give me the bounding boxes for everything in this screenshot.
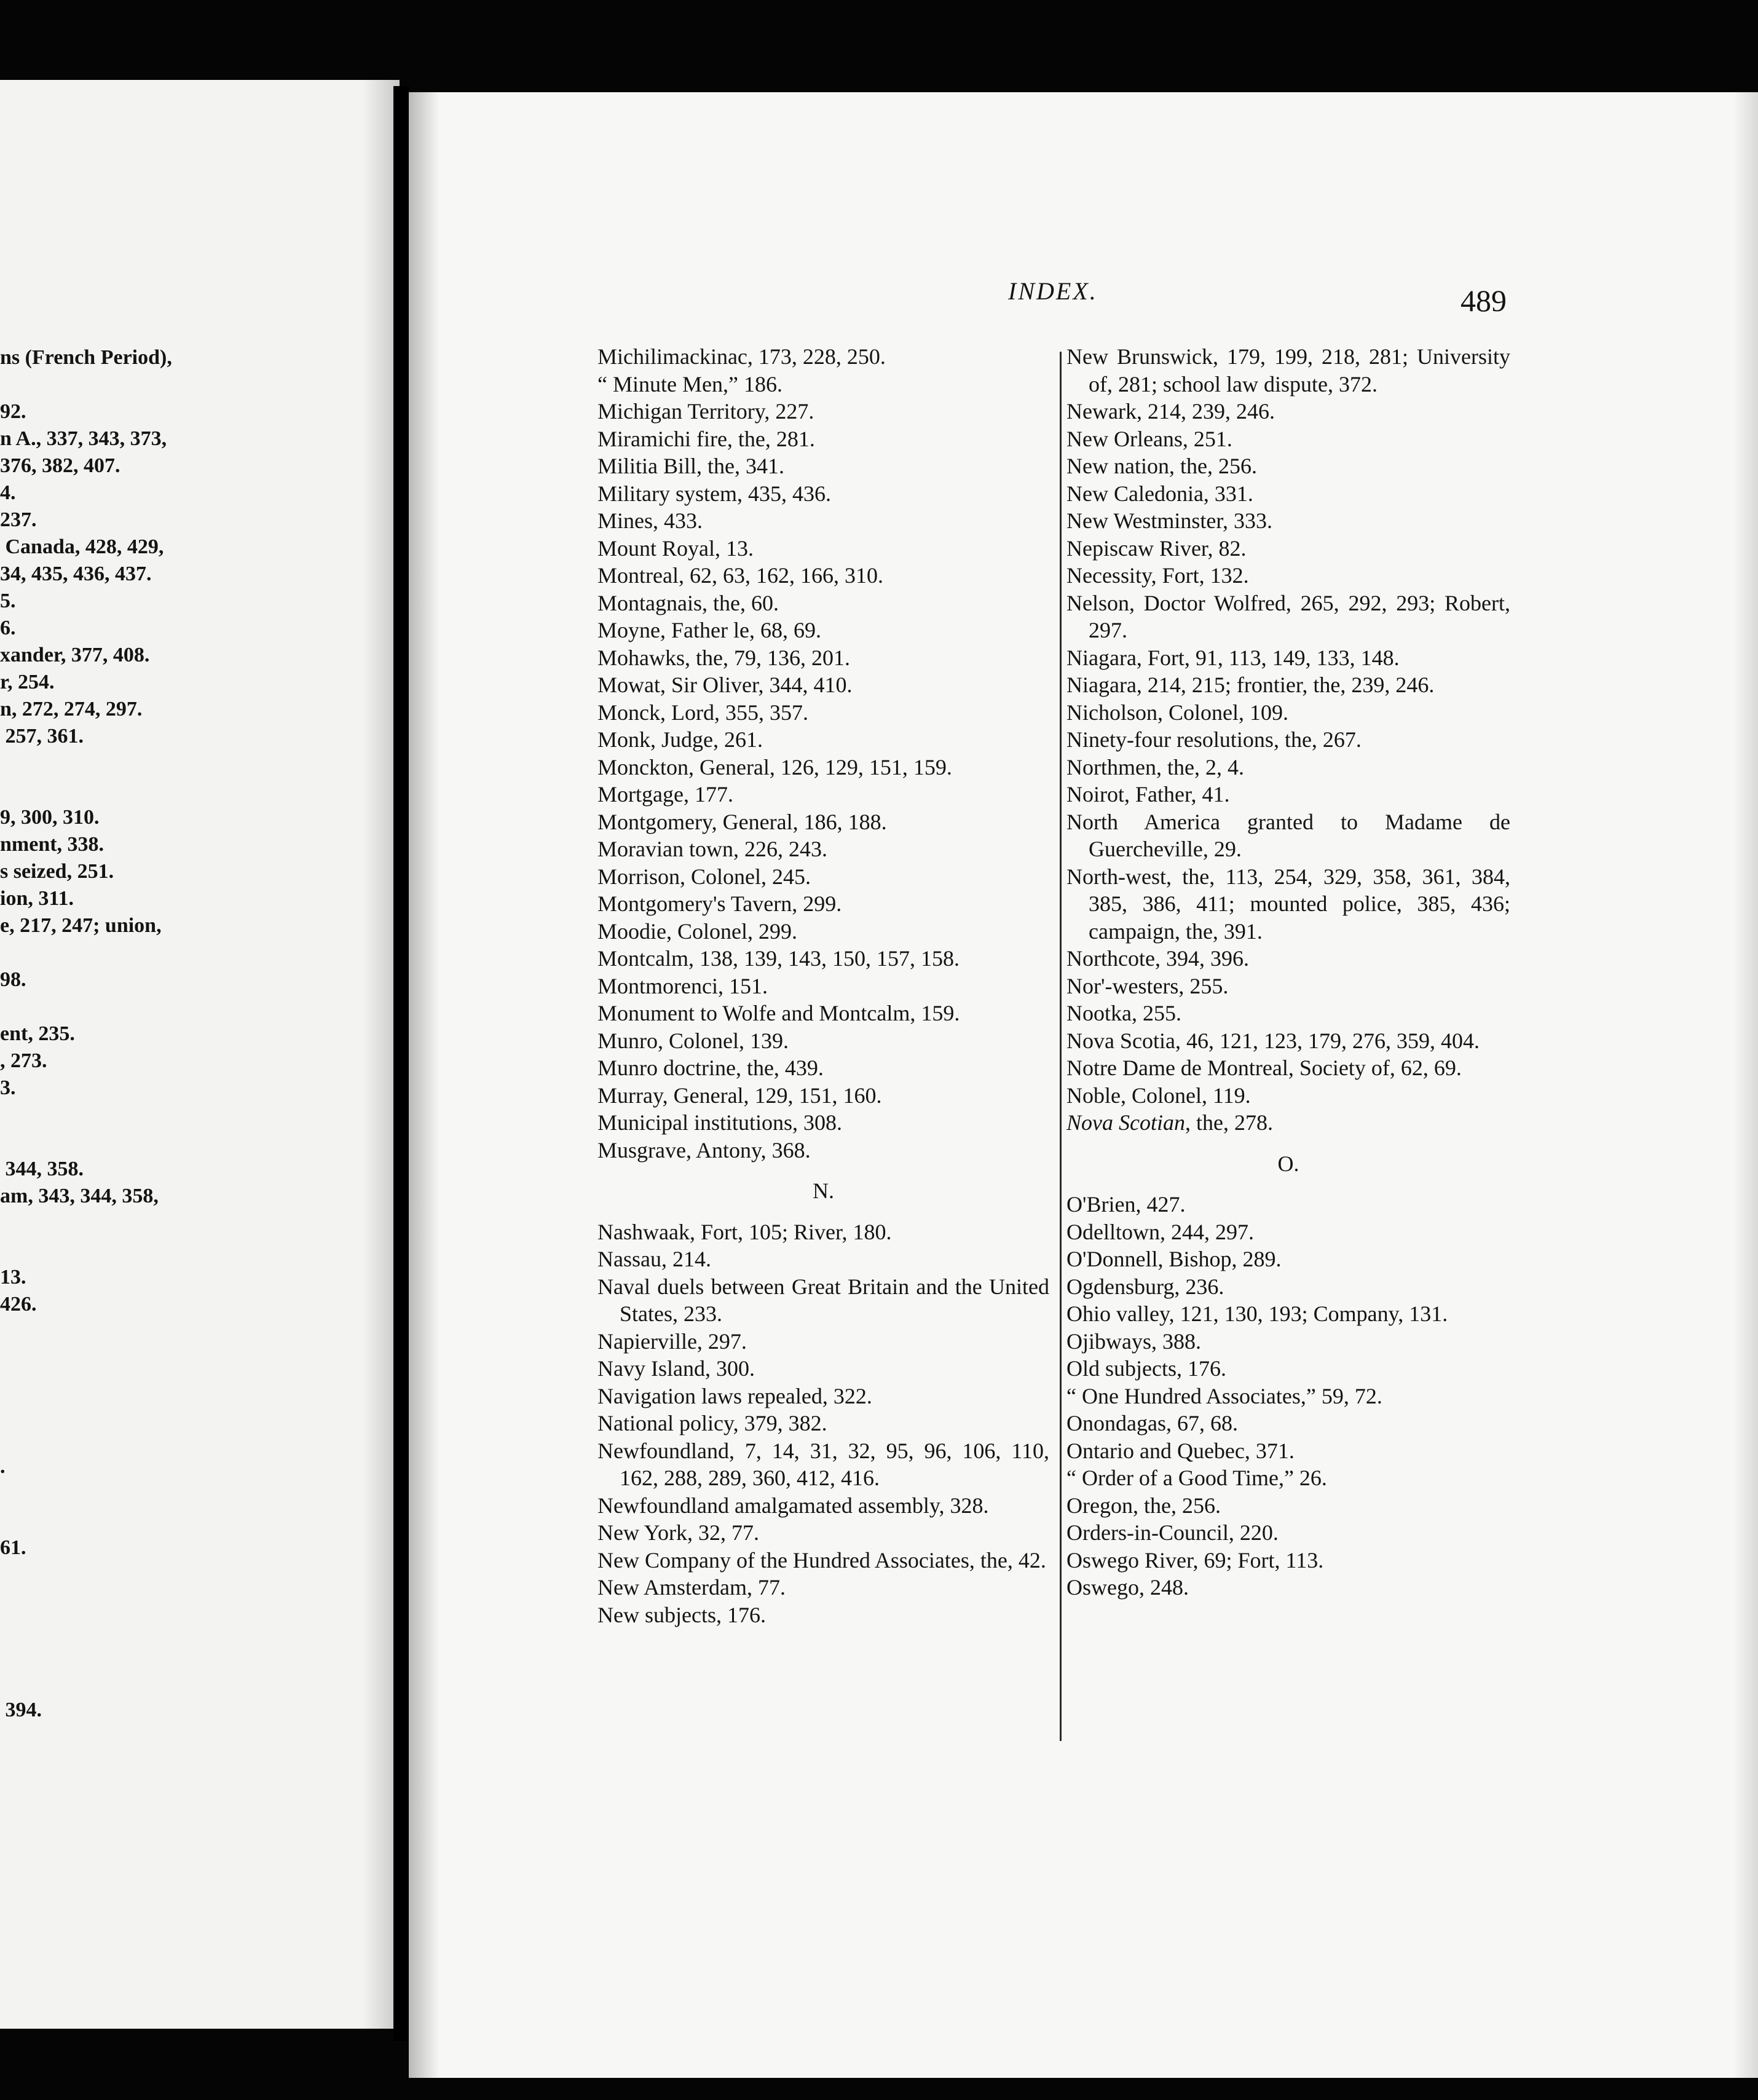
left-page-line: e, 217, 247; union, (0, 914, 162, 937)
index-entry: Michigan Territory, 227. (597, 399, 814, 424)
index-entry: Ojibways, 388. (1066, 1328, 1201, 1354)
index-entry: Niagara, 214, 215; frontier, the, 239, 246. (1066, 673, 1435, 697)
index-entry: Niagara, Fort, 91, 113, 149, 133, 148. (1066, 645, 1400, 670)
left-page-line (0, 777, 381, 804)
index-entry: Napierville, 297. (597, 1328, 747, 1354)
left-page-line (0, 1372, 381, 1399)
fore-edge-shadow (1733, 92, 1758, 2078)
left-page-line (0, 1345, 381, 1372)
index-entry: O'Donnell, Bishop, 289. (1066, 1247, 1282, 1271)
index-entry: Montgomery's Tavern, 299. (597, 891, 842, 916)
index-entry: Munro, Colonel, 139. (597, 1028, 789, 1053)
index-entry: Montgomery, General, 186, 188. (597, 809, 887, 834)
left-page-line: 61. (0, 1536, 26, 1559)
index-entry: Ninety-four resolutions, the, 267. (1066, 727, 1362, 752)
index-entry: Mortgage, 177. (597, 782, 733, 807)
left-page-line (0, 1507, 381, 1534)
left-page-line (0, 993, 381, 1020)
index-entry: Mohawks, the, 79, 136, 201. (597, 645, 850, 670)
left-page-line: 6. (0, 617, 16, 639)
index-entry: “ One Hundred Associates,” 59, 72. (1066, 1383, 1382, 1408)
index-entry: Necessity, Fort, 132. (1066, 563, 1249, 588)
left-page-line (0, 1318, 381, 1345)
left-page-line: 13. (0, 1266, 26, 1289)
left-page-line (0, 371, 381, 398)
left-page-line (0, 1237, 381, 1264)
left-page-line: , 273. (0, 1049, 47, 1072)
index-entry: Nelson, Doctor Wolfred, 265, 292, 293; Robert, 297. (1066, 590, 1510, 642)
index-entry: Nor'-westers, 255. (1066, 973, 1229, 998)
left-page-line: ion, 311. (0, 887, 74, 910)
index-entry: Northcote, 394, 396. (1066, 946, 1249, 971)
entries-n-part1 (597, 1218, 1049, 1629)
index-entry: Navy Island, 300. (597, 1356, 755, 1381)
index-column-left (597, 343, 1049, 1628)
index-entry: Municipal institutions, 308. (597, 1110, 843, 1135)
index-entry: Onondagas, 67, 68. (1066, 1411, 1238, 1435)
left-page-line: nment, 338. (0, 833, 104, 856)
index-entry: Ohio valley, 121, 130, 193; Company, 131. (1066, 1301, 1448, 1326)
left-page-line (0, 1643, 381, 1670)
left-page-line: 92. (0, 400, 26, 423)
index-entry: Montagnais, the, 60. (597, 590, 779, 615)
index-entry: Nova Scotia, 46, 121, 123, 179, 276, 359, 404. (1066, 1028, 1480, 1053)
entries-m (597, 343, 1049, 1164)
index-entry: Naval duels between Great Britain and the United States, 233. (597, 1274, 1049, 1326)
index-entry: Orders-in-Council, 220. (1066, 1520, 1279, 1545)
left-page-line: 9, 300, 310. (0, 806, 100, 829)
entries-n-part2 (1066, 343, 1510, 1109)
index-entry: Navigation laws repealed, 322. (597, 1383, 872, 1408)
index-entry: North America granted to Madame de Guercheville, 29. (1066, 809, 1510, 861)
index-entry: New Caledonia, 331. (1066, 481, 1253, 506)
index-entry: Ontario and Quebec, 371. (1066, 1438, 1295, 1463)
left-page-line: 394. (0, 1699, 42, 1721)
index-entry: Musgrave, Antony, 368. (597, 1137, 811, 1162)
index-entry: Monument to Wolfe and Montcalm, 159. (597, 1001, 960, 1025)
left-page-line (0, 1561, 381, 1589)
index-entry: New Company of the Hundred Associates, the, 42. (597, 1547, 1046, 1573)
left-page-line (0, 1426, 381, 1453)
left-page-line (0, 1102, 381, 1129)
left-page-line: n, 272, 274, 297. (0, 698, 143, 720)
left-page-line: 426. (0, 1293, 37, 1316)
left-page-line (0, 939, 381, 966)
index-entry: Morrison, Colonel, 245. (597, 864, 811, 889)
left-page-line (0, 1589, 381, 1616)
left-page-line: n A., 337, 343, 373, (0, 427, 167, 450)
left-page-line: 5. (0, 590, 16, 612)
index-entry: Old subjects, 176. (1066, 1356, 1226, 1381)
index-entry: Montreal, 62, 63, 162, 166, 310. (597, 563, 883, 588)
index-entry: “ Order of a Good Time,” 26. (1066, 1466, 1327, 1490)
page-number: 489 (1460, 283, 1507, 318)
index-entry: Nepiscaw River, 82. (1066, 535, 1247, 561)
index-entry: New York, 32, 77. (597, 1520, 760, 1545)
left-page-line: 3. (0, 1076, 16, 1099)
left-page-line: ns (French Period), (0, 346, 172, 369)
left-page-line (0, 750, 381, 777)
column-rule (1060, 352, 1062, 1741)
index-entry: Newfoundland, 7, 14, 31, 32, 95, 96, 106, 110, 162, 288, 289, 360, 412, 416. (597, 1438, 1049, 1490)
left-page-line: 257, 361. (0, 725, 84, 748)
index-entry: Oregon, the, 256. (1066, 1493, 1221, 1518)
index-entry: Oswego, 248. (1066, 1575, 1189, 1600)
index-entry: New nation, the, 256. (1066, 454, 1257, 478)
left-page-text (0, 344, 381, 1724)
index-entry: Moravian town, 226, 243. (597, 837, 827, 861)
index-entry: Moodie, Colonel, 299. (597, 918, 797, 944)
left-page-line: 4. (0, 481, 16, 504)
index-entry: Military system, 435, 436. (597, 481, 831, 506)
left-page-line: 376, 382, 407. (0, 454, 120, 477)
left-page-line: 344, 358. (0, 1158, 84, 1180)
index-entry: Militia Bill, the, 341. (597, 454, 784, 478)
index-entry: Nashwaak, Fort, 105; River, 180. (597, 1219, 892, 1244)
section-heading-n: N. (813, 1178, 834, 1203)
index-entry: Noirot, Father, 41. (1066, 782, 1230, 807)
index-entry: Montcalm, 138, 139, 143, 150, 157, 158. (597, 946, 960, 971)
index-entry: Nassau, 214. (597, 1247, 711, 1271)
index-entry: North-west, the, 113, 254, 329, 358, 361, 384, 385, 386, 411; mounted police, 385, 436; campaign, the, 391. (1066, 864, 1510, 944)
index-entry: Munro doctrine, the, 439. (597, 1056, 824, 1080)
running-header: INDEX. (1008, 277, 1098, 305)
left-page-line: . (0, 1455, 6, 1478)
left-page-line: 98. (0, 968, 26, 991)
index-entry: National policy, 379, 382. (597, 1411, 827, 1435)
index-entry: Monk, Judge, 261. (597, 727, 763, 752)
left-page-line (0, 1616, 381, 1643)
index-entry: Michilimackinac, 173, 228, 250. (597, 344, 886, 369)
left-page-line (0, 1670, 381, 1697)
page-edge-shadow (409, 92, 440, 2078)
index-entry: Odelltown, 244, 297. (1066, 1219, 1254, 1244)
index-entry: Mount Royal, 13. (597, 535, 754, 561)
index-entry: Notre Dame de Montreal, Society of, 62, 69. (1066, 1056, 1462, 1080)
left-page-fragment (0, 80, 400, 2029)
italic-title: Nova Scotian (1066, 1110, 1185, 1135)
index-entry: Oswego River, 69; Fort, 113. (1066, 1547, 1324, 1573)
index-entry: Newfoundland amalgamated assembly, 328. (597, 1493, 989, 1518)
index-entry: Mines, 433. (597, 508, 703, 533)
index-entry: “ Minute Men,” 186. (597, 371, 782, 397)
index-entry: Northmen, the, 2, 4. (1066, 754, 1244, 780)
index-entry: New Orleans, 251. (1066, 426, 1232, 451)
index-entry: New Westminster, 333. (1066, 508, 1272, 533)
index-entry: Miramichi fire, the, 281. (597, 426, 815, 451)
index-entry: New subjects, 176. (597, 1602, 766, 1627)
index-column-right (1066, 343, 1510, 1601)
entries-o (1066, 1191, 1510, 1601)
left-page-line (0, 1399, 381, 1426)
left-page-line: Canada, 428, 429, (0, 535, 164, 558)
index-entry: Newark, 214, 239, 246. (1066, 399, 1275, 424)
index-entry: Mowat, Sir Oliver, 344, 410. (597, 673, 853, 697)
left-page-line: xander, 377, 408. (0, 644, 150, 666)
section-heading-o: O. (1277, 1151, 1299, 1176)
index-entry: Monckton, General, 126, 129, 151, 159. (597, 754, 952, 780)
index-entry: Nootka, 255. (1066, 1001, 1181, 1025)
index-entry: Ogdensburg, 236. (1066, 1274, 1224, 1299)
index-entry: O'Brien, 427. (1066, 1192, 1186, 1217)
left-page-line (0, 1210, 381, 1237)
index-entry: Murray, General, 129, 151, 160. (597, 1083, 882, 1108)
left-page-line: s seized, 251. (0, 860, 114, 883)
index-entry: Monck, Lord, 355, 357. (597, 700, 808, 725)
index-entry: Nicholson, Colonel, 109. (1066, 700, 1288, 725)
left-page-line (0, 1129, 381, 1156)
index-entry: Noble, Colonel, 119. (1066, 1083, 1251, 1108)
book-spine (393, 86, 409, 2041)
left-page-line: ent, 235. (0, 1022, 75, 1045)
index-entry: Moyne, Father le, 68, 69. (597, 618, 821, 642)
index-entry-nova-scotian: Nova Scotian, the, 278. (1066, 1110, 1273, 1135)
left-page-line: r, 254. (0, 671, 55, 693)
index-entry: Montmorenci, 151. (597, 973, 768, 998)
left-page-line: am, 343, 344, 358, (0, 1185, 159, 1207)
left-page-line: 34, 435, 436, 437. (0, 562, 152, 585)
index-entry: New Brunswick, 179, 199, 218, 281; University of, 281; school law dispute, 372. (1066, 344, 1510, 397)
left-page-line (0, 1480, 381, 1507)
index-entry: New Amsterdam, 77. (597, 1575, 786, 1600)
left-page-line: 237. (0, 508, 37, 531)
